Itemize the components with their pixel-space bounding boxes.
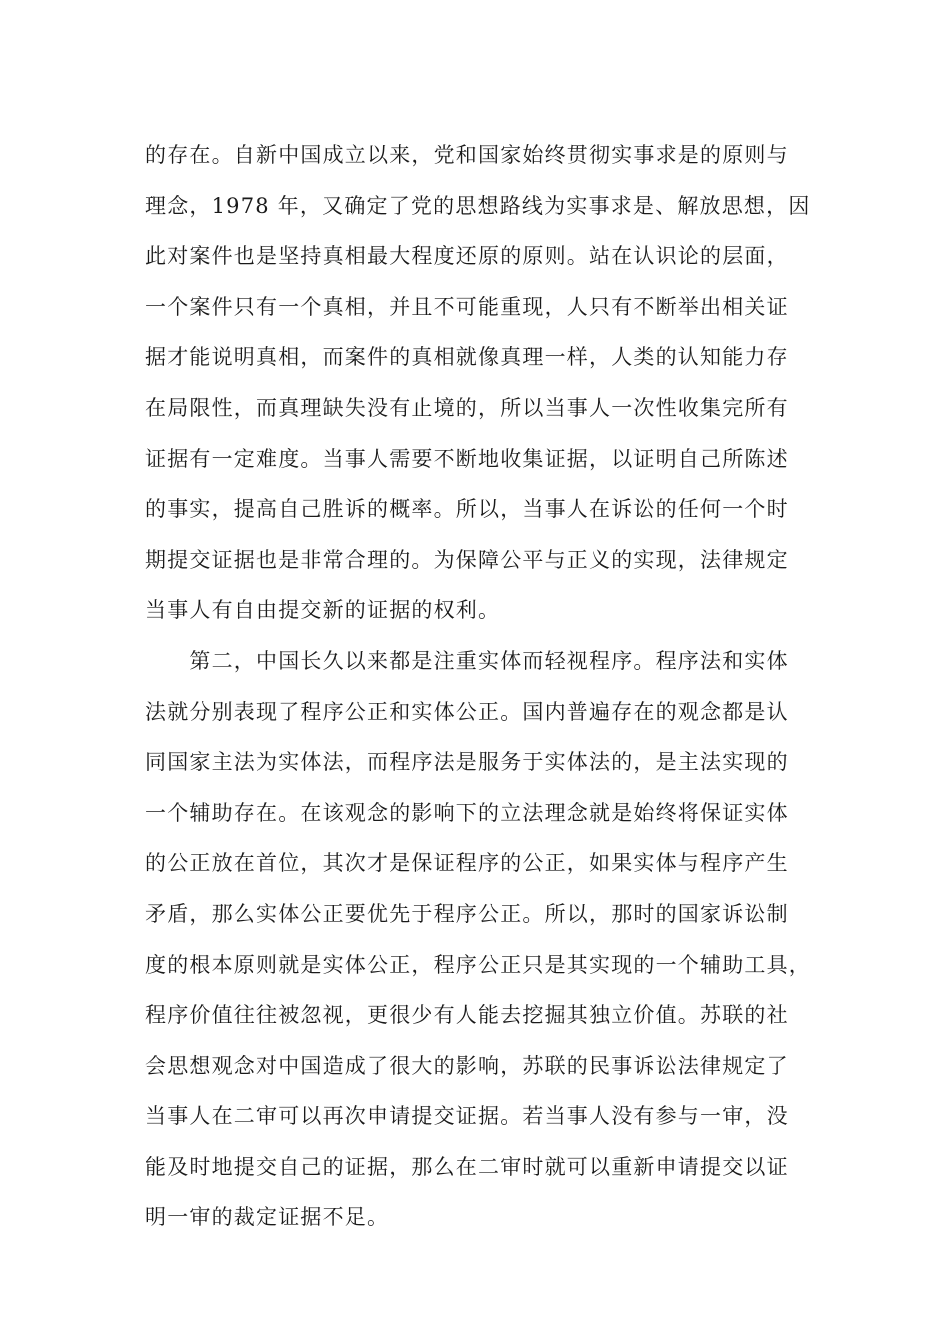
text-line: 理念，1978 年，又确定了党的思想路线为实事求是、解放思想，因: [145, 193, 811, 218]
text-line: 矛盾，那么实体公正要优先于程序公正。所以，那时的国家诉讼制: [145, 901, 789, 926]
text-line: 的存在。自新中国成立以来，党和国家始终贯彻实事求是的原则与: [145, 143, 789, 167]
text-line: 明一审的裁定证据不足。: [145, 1205, 390, 1230]
text-line: 的公正放在首位，其次才是保证程序的公正，如果实体与程序产生: [145, 851, 789, 876]
text-line: 在局限性，而真理缺失没有止境的，所以当事人一次性收集完所有: [145, 395, 789, 420]
paragraph-2: [145, 636, 825, 1243]
text-line: 的事实，提高自己胜诉的概率。所以，当事人在诉讼的任何一个时: [145, 497, 789, 522]
text-line: 一个辅助存在。在该观念的影响下的立法理念就是始终将保证实体: [145, 800, 789, 825]
text-line: 程序价值往往被忽视，更很少有人能去挖掘其独立价值。苏联的社: [145, 1003, 789, 1028]
body-text: [145, 130, 825, 1243]
text-line: 据才能说明真相，而案件的真相就像真理一样，人类的认知能力存: [145, 345, 789, 370]
text-line: 会思想观念对中国造成了很大的影响，苏联的民事诉讼法律规定了: [145, 1053, 789, 1078]
text-line: 度的根本原则就是实体公正，程序公正只是其实现的一个辅助工具，: [145, 952, 811, 977]
text-line: 证据有一定难度。当事人需要不断地收集证据，以证明自己所陈述: [145, 446, 789, 471]
text-line: 一个案件只有一个真相，并且不可能重现，人只有不断举出相关证: [145, 294, 789, 319]
paragraph-1: [145, 130, 825, 636]
text-line: 能及时地提交自己的证据，那么在二审时就可以重新申请提交以证: [145, 1154, 789, 1179]
text-line: 期提交证据也是非常合理的。为保障公平与正义的实现，法律规定: [145, 547, 789, 572]
text-line: 此对案件也是坚持真相最大程度还原的原则。站在认识论的层面，: [145, 244, 789, 269]
text-line: 当事人有自由提交新的证据的权利。: [145, 598, 501, 623]
text-line: 当事人在二审可以再次申请提交证据。若当事人没有参与一审，没: [145, 1104, 789, 1129]
text-line: 法就分别表现了程序公正和实体公正。国内普遍存在的观念都是认: [145, 699, 789, 724]
text-line: 同国家主法为实体法，而程序法是服务于实体法的，是主法实现的: [145, 750, 789, 775]
text-line: 第二，中国长久以来都是注重实体而轻视程序。程序法和实体: [145, 648, 789, 673]
